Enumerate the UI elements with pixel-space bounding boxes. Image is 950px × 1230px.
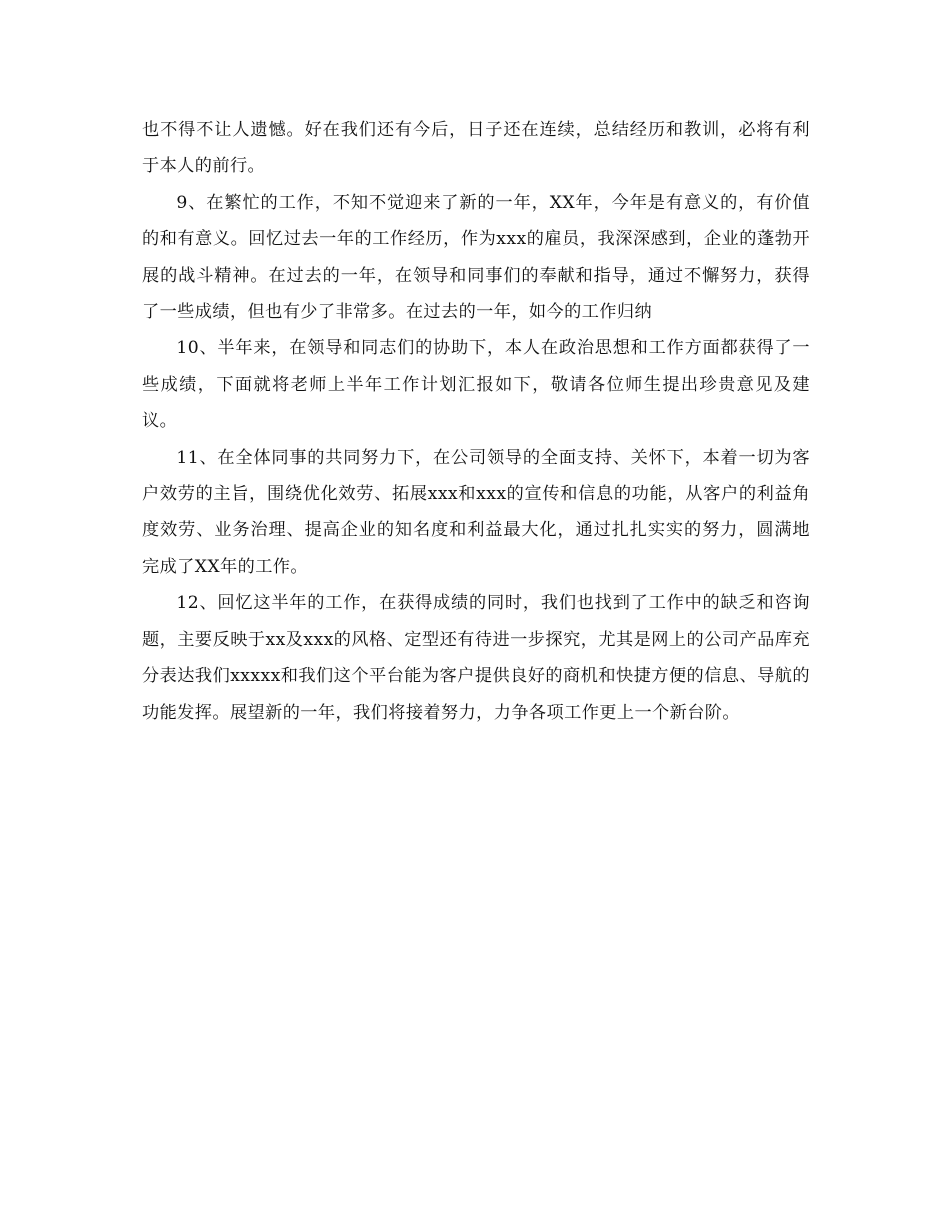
paragraph-item-11: 11、在全体同事的共同努力下，在公司领导的全面支持、关怀下，本着一切为客户效劳的主旨，围绕优化效劳、拓展xxx和xxx的宣传和信息的功能，从客户的利益角度效劳、业务治理、提高企业的知名度和利益最大化，通过扎扎实实的努力，圆满地完成了XX年的工作。 [142, 447, 810, 577]
document-body [142, 112, 810, 731]
paragraph-item-12: 12、回忆这半年的工作，在获得成绩的同时，我们也找到了工作中的缺乏和咨询题，主要反映于xx及xxx的风格、定型还有待进一步探究，尤其是网上的公司产品库充分表达我们xxxxx和我们这个平台能为客户提供良好的商机和快捷方便的信息、导航的功能发挥。展望新的一年，我们将接着努力，力争各项工作更上一个新台阶。 [142, 593, 810, 723]
paragraph-continued: 也不得不让人遗憾。好在我们还有今后，日子还在连续，总结经历和教训，必将有利于本人的前行。 [142, 120, 810, 177]
paragraph-item-9: 9、在繁忙的工作，不知不觉迎来了新的一年，XX年，今年是有意义的，有价值的和有意义。回忆过去一年的工作经历，作为xxx的雇员，我深深感到，企业的蓬勃开展的战斗精神。在过去的一年，在领导和同事们的奉献和指导，通过不懈努力，获得了一些成绩，但也有少了非常多。在过去的一年，如今的工作归纳 [142, 192, 810, 323]
paragraph-item-10: 10、半年来，在领导和同志们的协助下，本人在政治思想和工作方面都获得了一些成绩，下面就将老师上半年工作计划汇报如下，敬请各位师生提出珍贵意见及建议。 [142, 338, 810, 432]
